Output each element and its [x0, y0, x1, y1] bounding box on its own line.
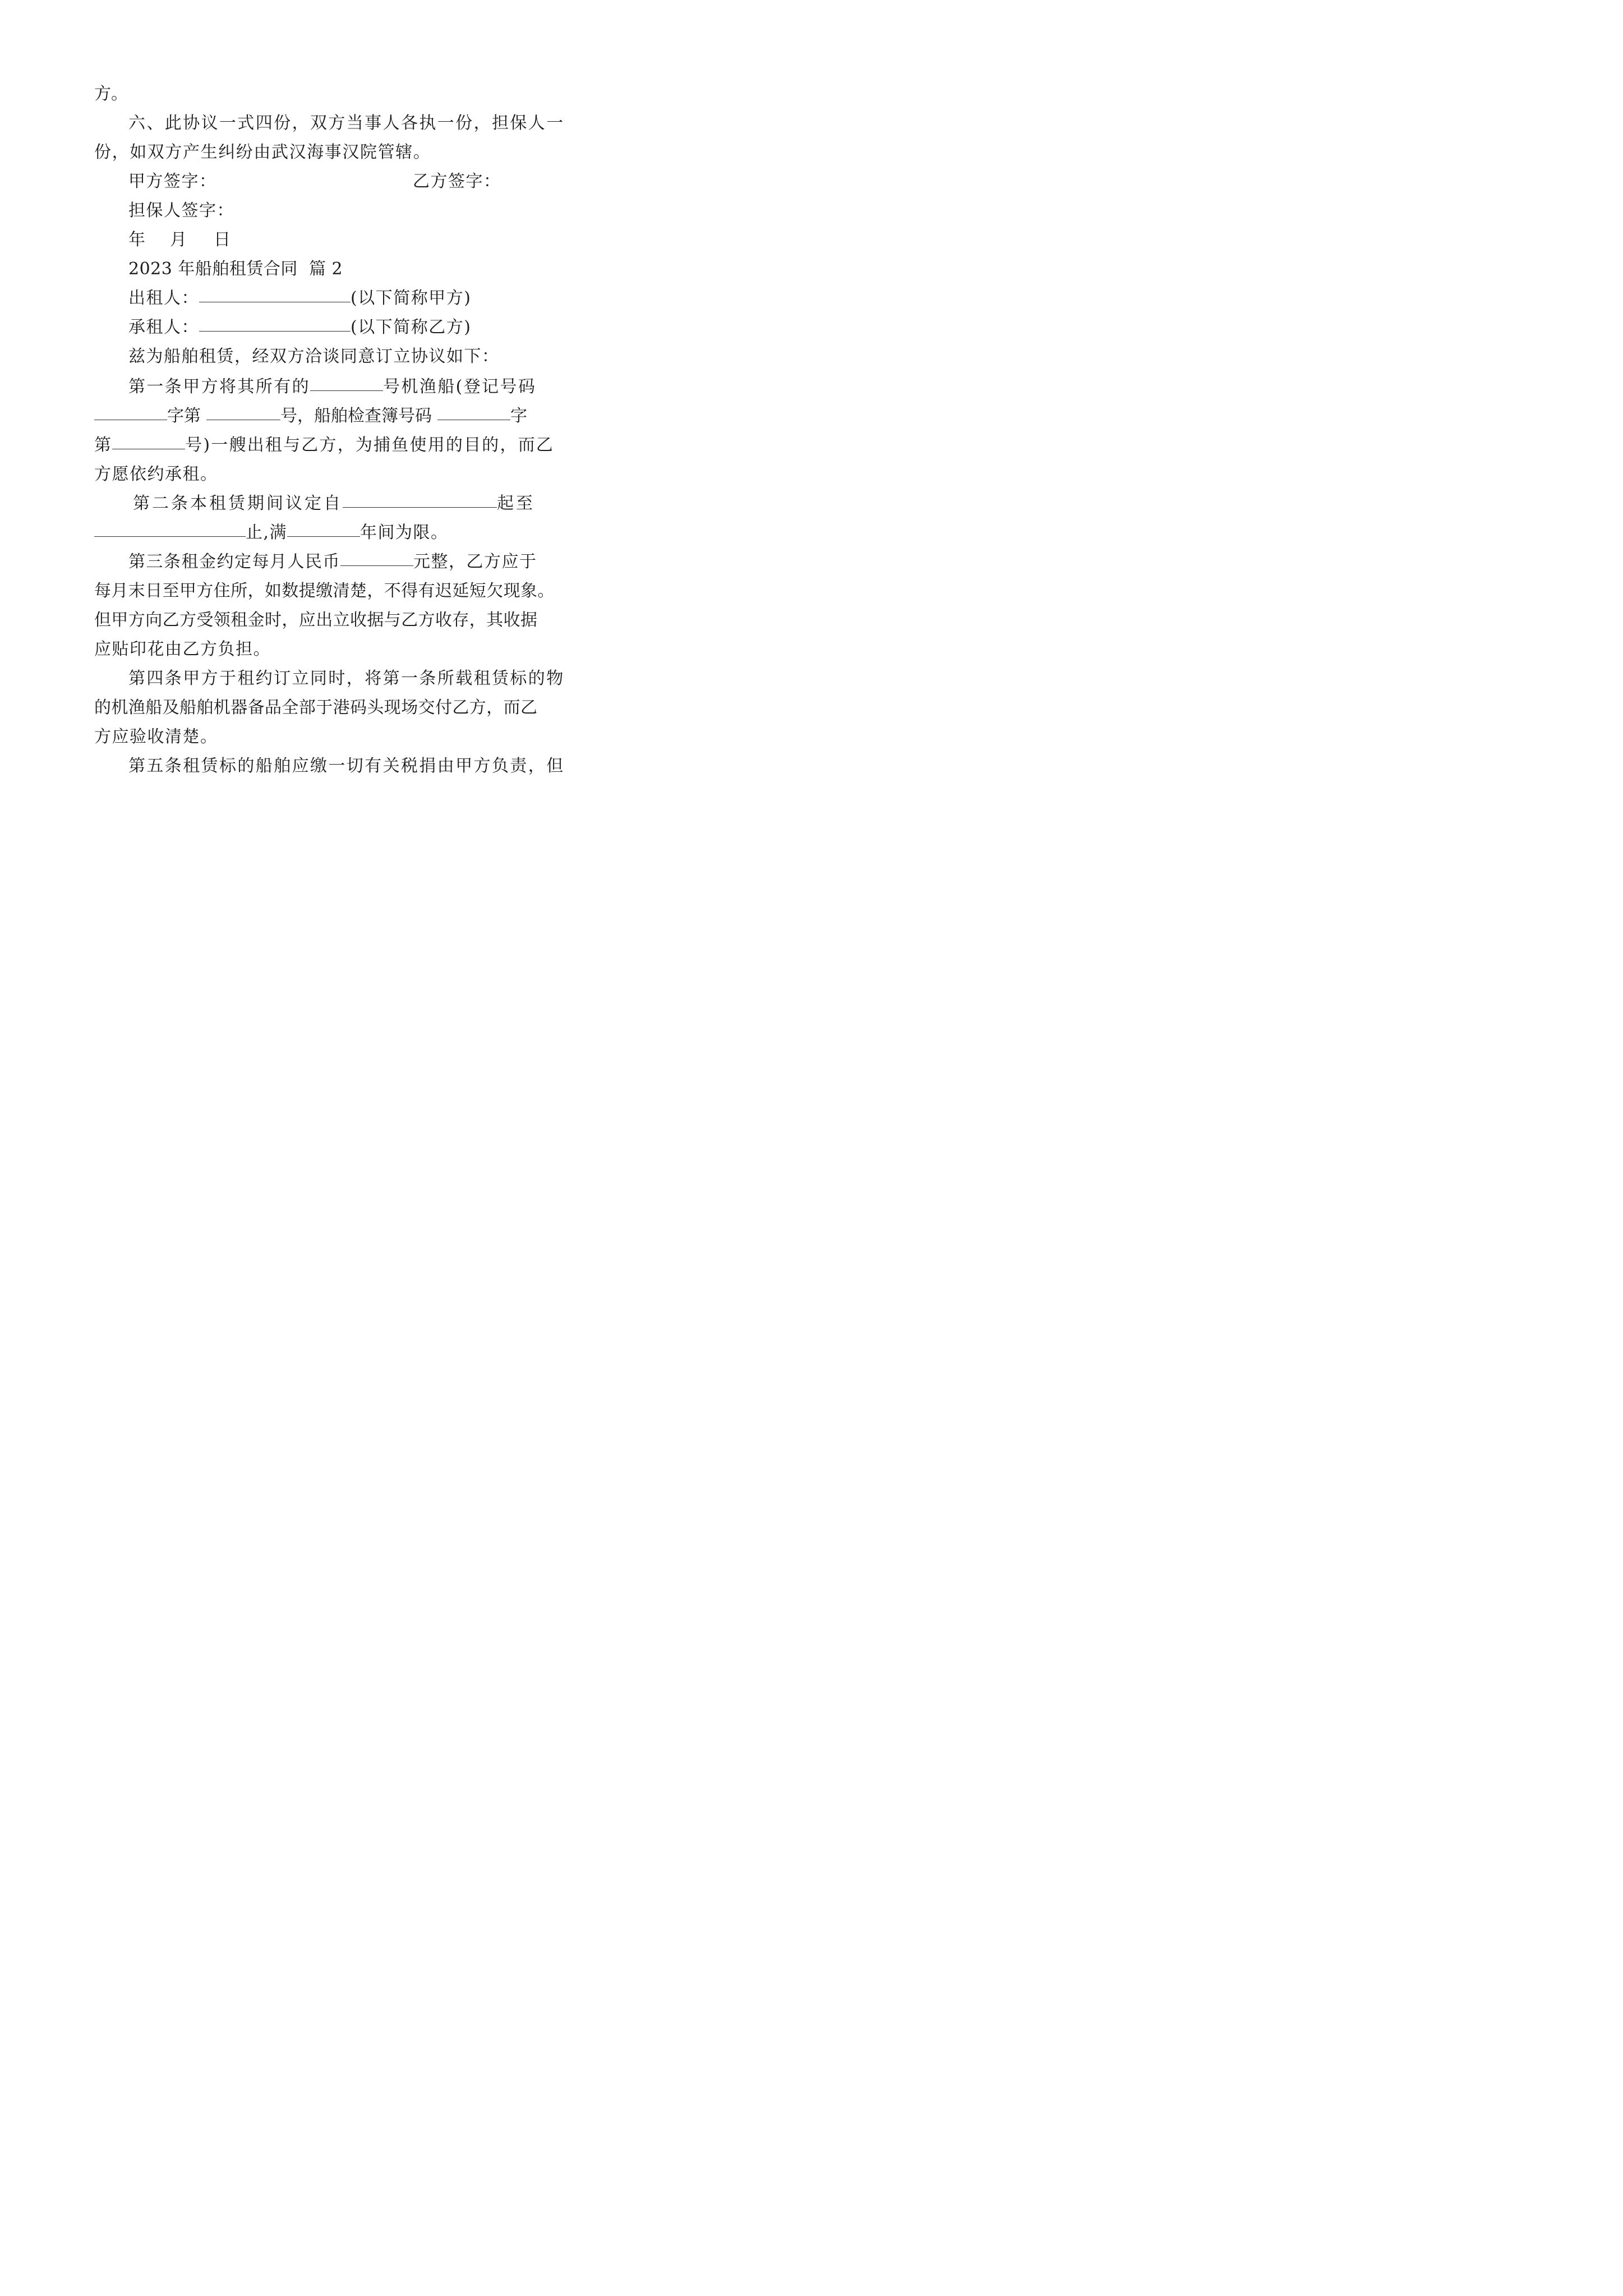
article-2-text: 止,满	[246, 523, 288, 542]
article-1-text: 字	[510, 406, 527, 426]
paragraph-line: 六、此协议一式四份，双方当事人各执一份，担保人一	[128, 113, 565, 133]
article-2-text: 年间为限。	[360, 523, 449, 542]
lease-end-blank	[94, 536, 246, 537]
registration-blank	[94, 419, 167, 420]
inspection-number-blank	[112, 448, 185, 449]
article-5-line-1: 第五条租赁标的船舶应缴一切有关税捐由甲方负责，但	[128, 756, 565, 776]
article-3-text: 元整，乙方应于	[413, 552, 537, 572]
lessee-line	[128, 316, 471, 339]
lessee-label: 承租人：	[128, 318, 199, 337]
lessor-blank	[199, 301, 351, 302]
guarantor-signature-label: 担保人签字：	[128, 201, 234, 220]
paragraph-line: 份，如双方产生纠纷由武汉海事汉院管辖。	[94, 142, 431, 162]
article-2-text: 起至	[497, 494, 535, 513]
article-1-text: 第一条甲方将其所有的	[128, 377, 310, 397]
article-1-text: 字第	[167, 406, 201, 426]
article-4-line-3: 方应验收清楚。	[94, 727, 218, 747]
party-a-signature-label: 甲方签字：	[128, 172, 217, 191]
intro-line: 兹为船舶租赁，经双方洽谈同意订立协议如下：	[128, 347, 500, 366]
article-4-line-1: 第四条甲方于租约订立同时，将第一条所载租赁标的物	[128, 669, 565, 688]
article-4-line-2: 的机渔船及船舶机器备品全部于港码头现场交付乙方，而乙	[94, 698, 538, 717]
lessee-blank	[199, 330, 351, 332]
lessor-suffix: (以下简称甲方)	[351, 288, 472, 308]
article-3-line-1	[128, 551, 537, 573]
lessor-label: 出租人：	[128, 288, 199, 308]
paragraph-line: 方。	[94, 84, 128, 104]
date-year: 年	[128, 230, 145, 250]
lessor-line	[128, 287, 471, 310]
rent-amount-blank	[340, 565, 413, 566]
article-1-line-2	[94, 405, 527, 427]
lessee-suffix: (以下简称乙方)	[351, 318, 472, 337]
date-day: 日	[214, 230, 230, 250]
lease-start-blank	[343, 507, 497, 508]
article-1-text: 号机渔船(登记号码	[383, 377, 537, 397]
lease-years-blank	[287, 536, 360, 537]
inspection-book-blank	[437, 419, 510, 420]
boat-number-blank	[310, 390, 383, 391]
article-3-line-3: 但甲方向乙方受领租金时，应出立收据与乙方收存，其收据	[94, 610, 538, 630]
document-page	[0, 0, 617, 873]
article-1-line-1	[128, 376, 536, 398]
article-1-line-3	[94, 434, 554, 457]
article-3-line-4: 应贴印花由乙方负担。	[94, 639, 271, 659]
contract-title: 2023 年船舶租赁合同 篇 2	[128, 259, 343, 279]
article-3-line-2: 每月末日至甲方住所，如数提缴清楚，不得有迟延短欠现象。	[94, 581, 555, 601]
article-2-line-1	[133, 493, 535, 515]
article-2-text: 第二条本租赁期间议定自	[133, 494, 343, 513]
article-3-text: 第三条租金约定每月人民币	[128, 552, 340, 572]
party-b-signature-label: 乙方签字：	[413, 172, 501, 191]
article-1-text: 号)一艘出租与乙方，为捕鱼使用的目的，而乙	[185, 435, 555, 455]
article-1-line-4: 方愿依约承租。	[94, 464, 218, 484]
article-1-text: 第	[94, 435, 113, 455]
date-month: 月	[170, 230, 187, 250]
article-1-text: 号，船舶检查簿号码	[280, 406, 432, 426]
registration-number-blank	[206, 419, 280, 420]
article-2-line-2	[94, 522, 449, 544]
